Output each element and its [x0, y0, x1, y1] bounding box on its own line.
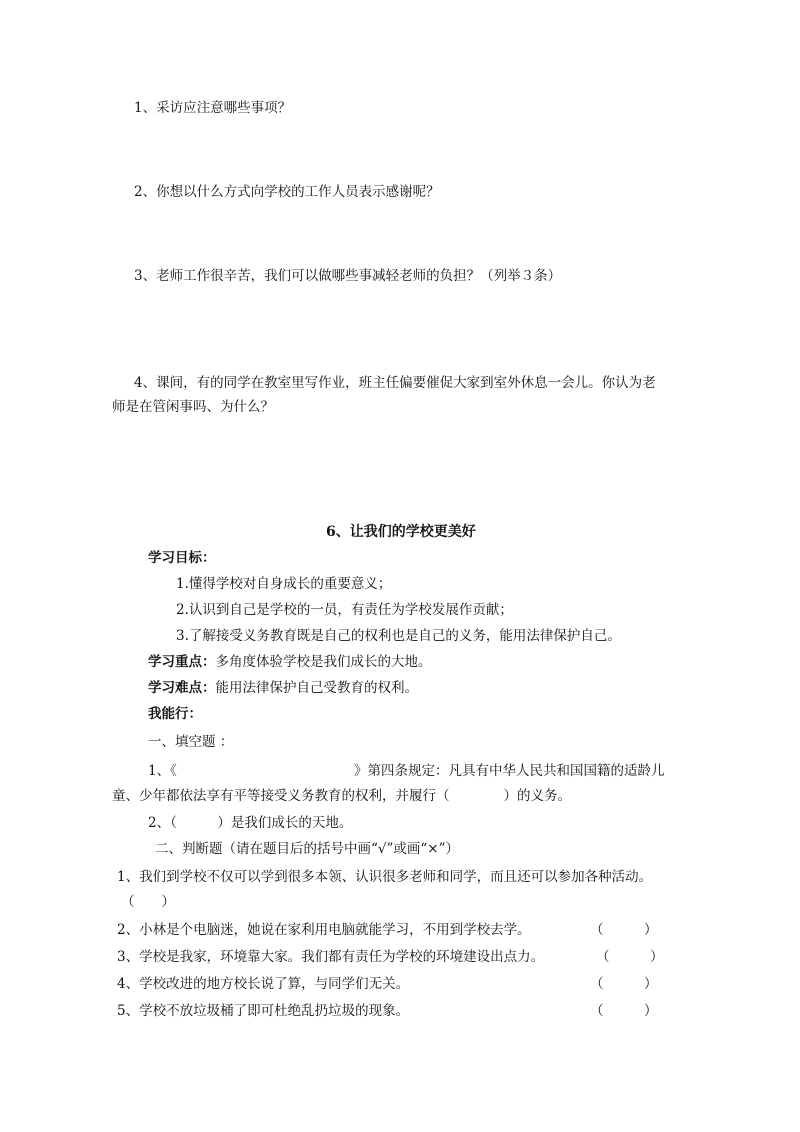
goal-2: 2.认识到自己是学校的一员，有责任为学校发展作贡献；	[176, 602, 513, 618]
judge-item-5: 5、学校不放垃圾桶了即可杜绝乱扔垃圾的现象。	[117, 1003, 410, 1019]
goals-label: 学习目标：	[148, 550, 216, 566]
judge-item-4: 4、学校改进的地方校长说了算，与同学们无关。	[117, 976, 410, 992]
judge-item-1-bracket: （ ）	[121, 894, 175, 910]
question-1: 1、采访应注意哪些事项？	[134, 100, 292, 116]
key-point-label: 学习重点：	[148, 654, 216, 670]
difficulty-text: 能用法律保护自己受教育的权利。	[215, 680, 418, 696]
judge-item-3: 3、学校是我家，环境靠大家。我们都有责任为学校的环境建设出点力。	[117, 949, 545, 965]
judge-item-4-bracket: （ ）	[590, 976, 658, 992]
judge-heading: 二、判断题（请在题目后的括号中画“√”或画“×”）	[155, 841, 460, 857]
judge-item-1: 1、我们到学校不仅可以学到很多本领、认识很多老师和同学，而且还可以参加各种活动。	[117, 869, 653, 885]
fill-item-1-end: 》第四条规定：凡具有中华人民共和国国籍的适龄儿	[354, 763, 665, 779]
fill-item-1-line-2: 童、少年都依法享有平等接受义务教育的权利，并履行（ ）的义务。	[112, 788, 571, 804]
question-2: 2、你想以什么方式向学校的工作人员表示感谢呢？	[134, 184, 440, 200]
wo-neng-xing-label: 我能行：	[148, 706, 202, 722]
fill-heading: 一、填空题 ：	[148, 734, 234, 750]
judge-item-5-bracket: （ ）	[590, 1003, 658, 1019]
fill-item-1-start: 1、《	[148, 763, 177, 779]
fill-item-2: 2、（ ）是我们成长的天地。	[148, 815, 353, 831]
goal-3: 3.了解接受义务教育既是自己的权利也是自己的义务，能用法律保护自己。	[176, 628, 621, 644]
judge-item-3-bracket: （ ）	[596, 949, 664, 965]
difficulty-label: 学习难点：	[148, 680, 216, 696]
key-point-text: 多角度体验学校是我们成长的大地。	[215, 654, 432, 670]
lesson-title: 6、让我们的学校更美好	[326, 524, 476, 540]
key-point	[148, 653, 432, 671]
question-4-line-2: 师是在管闲事吗、为什么？	[112, 399, 274, 415]
difficulty-point	[148, 679, 418, 697]
judge-item-2-bracket: （ ）	[590, 922, 658, 938]
question-3: 3、老师工作很辛苦，我们可以做哪些事减轻老师的负担？（列举３条）	[134, 268, 562, 284]
judge-item-2: 2、小林是个电脑迷，她说在家利用电脑就能学习，不用到学校去学。	[117, 922, 531, 938]
question-4-line-1: 4、课间，有的同学在教室里写作业，班主任偏要催促大家到室外休息一会儿。你认为老	[134, 375, 656, 391]
goal-1: 1.懂得学校对自身成长的重要意义；	[176, 576, 392, 592]
